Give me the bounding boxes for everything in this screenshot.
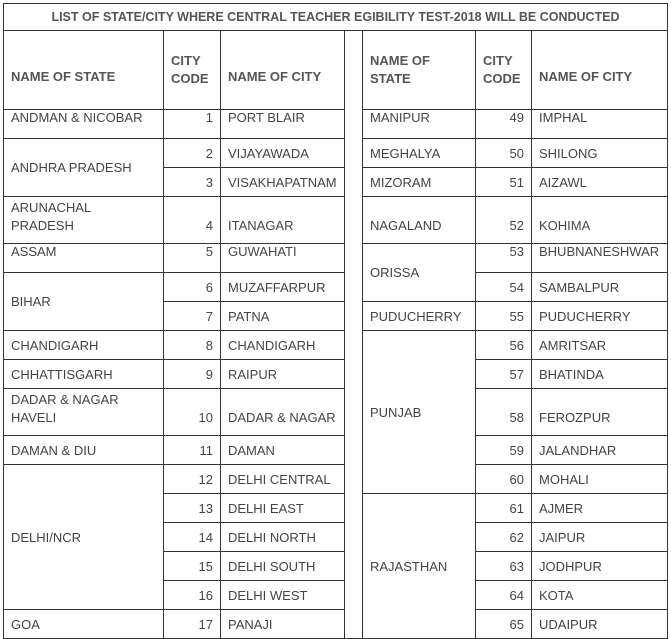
city-name: SAMBALPUR [532, 273, 668, 302]
table-title: LIST OF STATE/CITY WHERE CENTRAL TEACHER EGIBILITY TEST-2018 WILL BE CONDUCTED [4, 4, 668, 31]
state-cell: DADAR & NAGAR HAVELI [4, 389, 164, 436]
state-cell: ARUNACHAL PRADESH [4, 197, 164, 244]
city-name: VISAKHAPATNAM [221, 168, 345, 197]
city-code: 55 [476, 302, 532, 331]
city-code: 54 [476, 273, 532, 302]
city-code: 11 [164, 436, 221, 465]
state-cell: ORISSA [363, 244, 476, 302]
city-code: 65 [476, 610, 532, 639]
column-divider [345, 31, 363, 639]
city-code: 15 [164, 552, 221, 581]
header-city: NAME OF CITY [221, 31, 345, 110]
city-name: JAIPUR [532, 523, 668, 552]
city-code: 13 [164, 494, 221, 523]
city-code: 52 [476, 197, 532, 244]
city-code: 10 [164, 389, 221, 436]
header-code: CITY CODE [164, 31, 221, 110]
city-name: KOHIMA [532, 197, 668, 244]
state-cell: PUNJAB [363, 331, 476, 494]
city-name: AJMER [532, 494, 668, 523]
city-code: 51 [476, 168, 532, 197]
city-code: 16 [164, 581, 221, 610]
city-code: 62 [476, 523, 532, 552]
city-name: DELHI NORTH [221, 523, 345, 552]
city-name: DELHI WEST [221, 581, 345, 610]
state-cell: ANDHRA PRADESH [4, 139, 164, 197]
state-cell: CHANDIGARH [4, 331, 164, 360]
state-cell: ASSAM [4, 244, 164, 273]
city-name: DAMAN [221, 436, 345, 465]
city-name: GUWAHATI [221, 244, 345, 273]
city-code: 9 [164, 360, 221, 389]
city-name: MUZAFFARPUR [221, 273, 345, 302]
city-code: 50 [476, 139, 532, 168]
city-name: RAIPUR [221, 360, 345, 389]
city-name: PUDUCHERRY [532, 302, 668, 331]
state-cell: BIHAR [4, 273, 164, 331]
state-cell: DAMAN & DIU [4, 436, 164, 465]
city-name: DELHI EAST [221, 494, 345, 523]
city-code: 57 [476, 360, 532, 389]
city-code: 5 [164, 244, 221, 273]
state-cell: PUDUCHERRY [363, 302, 476, 331]
city-name: DELHI CENTRAL [221, 465, 345, 494]
header-state: NAME OF STATE [4, 31, 164, 110]
state-cell: GOA [4, 610, 164, 639]
state-cell: RAJASTHAN [363, 494, 476, 639]
city-name: BHUBNANESHWAR [532, 244, 668, 273]
city-name: MOHALI [532, 465, 668, 494]
city-code: 63 [476, 552, 532, 581]
city-code: 17 [164, 610, 221, 639]
state-cell: MIZORAM [363, 168, 476, 197]
header-code-right: CITY CODE [476, 31, 532, 110]
city-code: 3 [164, 168, 221, 197]
city-code: 8 [164, 331, 221, 360]
city-name: KOTA [532, 581, 668, 610]
city-code: 2 [164, 139, 221, 168]
city-code: 6 [164, 273, 221, 302]
city-code: 1 [164, 110, 221, 139]
city-name: PATNA [221, 302, 345, 331]
city-name: VIJAYAWADA [221, 139, 345, 168]
city-name: JALANDHAR [532, 436, 668, 465]
city-code: 14 [164, 523, 221, 552]
ctet-city-table [3, 3, 668, 639]
city-name: DADAR & NAGAR [221, 389, 345, 436]
city-name: CHANDIGARH [221, 331, 345, 360]
header-state-right: NAME OF STATE [363, 31, 476, 110]
header-city-right: NAME OF CITY [532, 31, 668, 110]
city-code: 64 [476, 581, 532, 610]
city-name: DELHI SOUTH [221, 552, 345, 581]
city-name: UDAIPUR [532, 610, 668, 639]
city-code: 56 [476, 331, 532, 360]
city-code: 61 [476, 494, 532, 523]
city-code: 58 [476, 389, 532, 436]
state-cell: CHHATTISGARH [4, 360, 164, 389]
city-code: 49 [476, 110, 532, 139]
city-code: 4 [164, 197, 221, 244]
state-cell: NAGALAND [363, 197, 476, 244]
state-cell: DELHI/NCR [4, 465, 164, 610]
state-cell: ANDMAN & NICOBAR [4, 110, 164, 139]
city-name: FEROZPUR [532, 389, 668, 436]
city-name: PANAJI [221, 610, 345, 639]
state-cell: MANIPUR [363, 110, 476, 139]
city-code: 59 [476, 436, 532, 465]
city-name: IMPHAL [532, 110, 668, 139]
city-code: 53 [476, 244, 532, 273]
state-cell: MEGHALYA [363, 139, 476, 168]
city-code: 12 [164, 465, 221, 494]
city-name: BHATINDA [532, 360, 668, 389]
city-code: 60 [476, 465, 532, 494]
city-name: SHILONG [532, 139, 668, 168]
city-name: AIZAWL [532, 168, 668, 197]
city-name: ITANAGAR [221, 197, 345, 244]
city-name: PORT BLAIR [221, 110, 345, 139]
city-name: JODHPUR [532, 552, 668, 581]
city-code: 7 [164, 302, 221, 331]
city-name: AMRITSAR [532, 331, 668, 360]
